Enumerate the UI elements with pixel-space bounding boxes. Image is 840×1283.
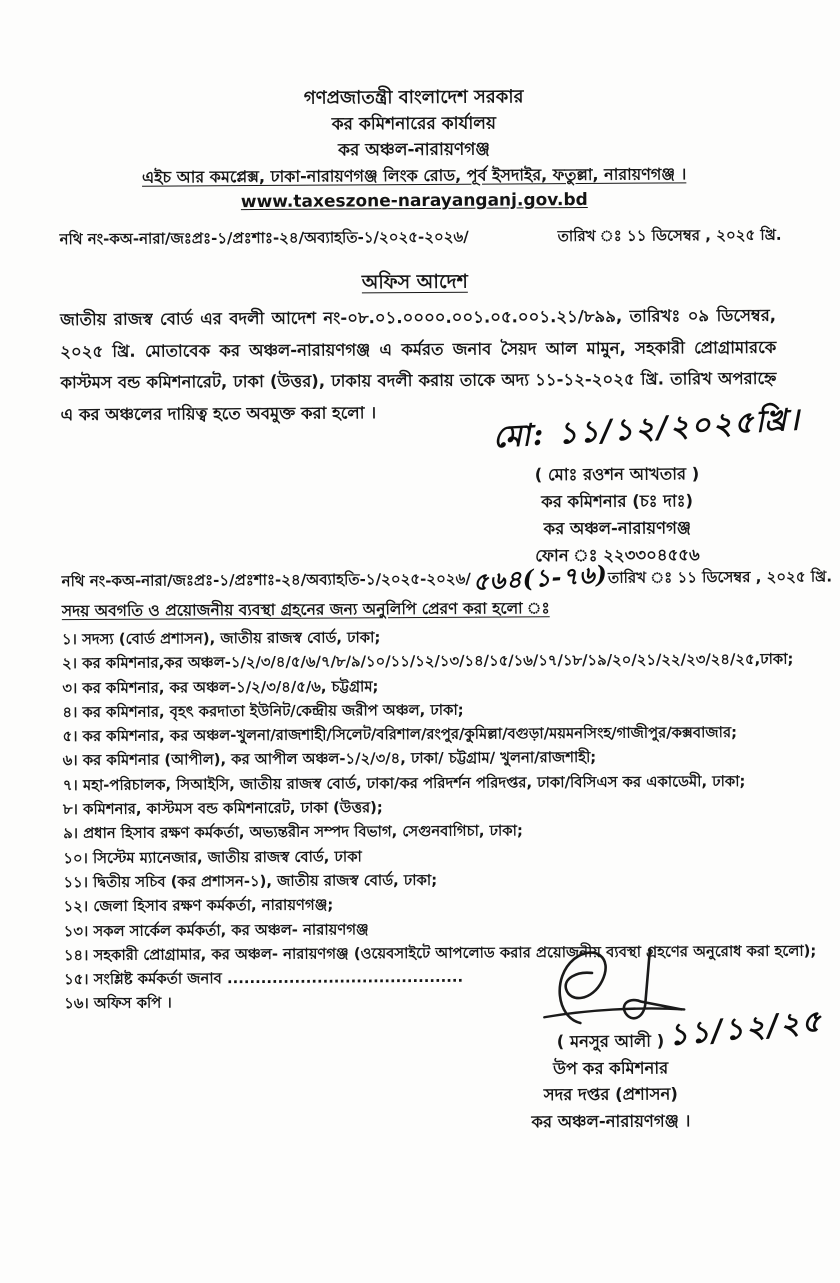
reference-row-bottom <box>61 559 833 597</box>
memo-number-bottom: নথি নং-কঅ-নারা/জঃপ্রঃ-১/প্রঃশাঃ-২৪/অব্যাহতি-১/২০২৫-২০২৬/ <box>61 569 471 591</box>
distribution-heading: সদয় অবগতি ও প্রয়োজনীয় ব্যবস্থা গ্রহনের জন্য অনুলিপি প্রেরণ করা হলো ঃ <box>61 599 550 621</box>
document-title: অফিস আদেশ <box>361 270 468 294</box>
distribution-list-item: ৩। কর কমিশনার, কর অঞ্চল-১/২/৩/৪/৫/৬, চট্টগ্রাম; <box>62 677 379 697</box>
tax-zone-title: কর অঞ্চল-নারায়ণগঞ্জ <box>338 139 490 161</box>
signature-block-deputy-commissioner <box>470 946 825 1136</box>
memo-date-bottom: তারিখ ঃ ১১ ডিসেম্বর , ২০২৫ খ্রি. <box>607 567 833 587</box>
signatory2-department: সদর দপ্তর (প্রশাসন) <box>543 1084 678 1105</box>
distribution-list-item: ১। সদস্য (বোর্ড প্রশাসন), জাতীয় রাজস্ব বোর্ড, ঢাকা; <box>61 629 381 649</box>
distribution-list-item: ১২। জেলা হিসাব রক্ষণ কর্মকর্তা, নারায়ণগঞ্জ; <box>63 896 334 916</box>
distribution-list-item: ৭। মহা-পরিচালক, সিআইসি, জাতীয় রাজস্ব বোর্ড, ঢাকা/কর পরিদর্শন পরিদপ্তর, ঢাকা/বিসিএস কর একাডেমী, ঢাকা; <box>62 772 746 794</box>
memo-number-top: নথি নং-কঅ-নারা/জঃপ্রঃ-১/প্রঃশাঃ-২৪/অব্যাহতি-১/২০২৫-২০২৬/ <box>59 227 469 249</box>
signatory2-office: কর অঞ্চল-নারায়ণগঞ্জ । <box>531 1110 691 1131</box>
handwritten-signature-date: ১১/১২/২৫ <box>666 1003 825 1054</box>
office-address: এইচ আর কমপ্লেক্স, ঢাকা-নারায়ণগঞ্জ লিংক রোড, পূর্ব ইসদাইর, ফতুল্লা, নারায়ণগঞ্জ । <box>141 164 687 187</box>
distribution-list-item: ১৬। অফিস কপি । <box>64 994 172 1013</box>
website-link[interactable]: www.taxeszone-narayanganj.gov.bd <box>240 189 588 213</box>
distribution-list-item: ১৪। সহকারী প্রোগ্রামার, কর অঞ্চল- নারায়ণগঞ্জ (ওয়েবসাইটে আপলোড করার প্রয়োজনীয় ব্যবস্থা গ্রহণের অনুরোধ করা হলো); <box>63 942 817 965</box>
signatory1-designation: কর কমিশনার (চঃ দাঃ) <box>541 491 694 512</box>
distribution-list-item: ১০। সিস্টেম ম্যানেজার, জাতীয় রাজস্ব বোর্ড, ঢাকা <box>63 848 362 867</box>
distribution-list-item: ২। কর কমিশনার,কর অঞ্চল-১/২/৩/৪/৫/৬/৭/৮/৯/১০/১১/১২/১৩/১৪/১৫/১৬/১৭/১৮/১৯/২০/২১/২২/২৩/২৪/২৫,ঢাকা; <box>62 651 794 673</box>
handwritten-approval-note: মো: ১১/১২/২০২৫খ্রি। <box>491 402 802 456</box>
distribution-list-item: ৮। কমিশনার, কাস্টমস বন্ড কমিশনারেট, ঢাকা (উত্তর); <box>62 799 383 819</box>
distribution-list-item: ৫। কর কমিশনার, কর অঞ্চল-খুলনা/রাজশাহী/সিলেট/বরিশাল/রংপুর/কুমিল্লা/বগুড়া/ময়মনসিংহ/গাজীপুর/কক্সবাজার; <box>62 724 738 746</box>
signatory2-name: ( মনসুর আলী ) <box>556 1031 665 1052</box>
letterhead <box>0 81 831 217</box>
office-title: কর কমিশনারের কার্যালয় <box>331 113 497 135</box>
handwritten-dispatch-serial: ৫৬৪(১-৭৬) <box>472 559 609 597</box>
distribution-list-item: ১৩। সকল সার্কেল কর্মকর্তা, কর অঞ্চল- নারায়ণগঞ্জ <box>63 920 369 940</box>
distribution-list-item: ৯। প্রধান হিসাব রক্ষণ কর্মকর্তা, অভ্যন্তরীন সম্পদ বিভাগ, সেগুনবাগিচা, ঢাকা; <box>63 822 523 843</box>
signatory1-name: ( মোঃ রওশন আখতার ) <box>534 464 700 485</box>
signatory1-office: কর অঞ্চল-নারায়ণগঞ্জ <box>543 518 692 539</box>
signature-scribble <box>538 946 688 1029</box>
signatory2-designation: উপ কর কমিশনার <box>553 1057 669 1078</box>
government-title: গণপ্রজাতন্ত্রী বাংলাদেশ সরকার <box>303 86 524 109</box>
distribution-list-item: ১৫। সংশ্লিষ্ট কর্মকর্তা জনাব .......................................... <box>64 968 464 989</box>
order-body-paragraph: জাতীয় রাজস্ব বোর্ড এর বদলী আদেশ নং-০৮.০১.০০০০.০০১.০৫.০০১.২১/৮৯৯, তারিখঃ ০৯ ডিসেম্বর, ২০২৫ খ্রি. মোতাবেক কর অঞ্চল-নারায়ণগঞ্জ এ কর্মরত জনাব সৈয়দ আল মামুন, সহকারী প্রোগ্রামারকে কাস্টমস বন্ড কমিশনারেট, ঢাকা (উত্তর), ঢাকায় বদলী করায় তাকে অদ্য ১১-১২-২০২৫ খ্রি. তারিখ অপরাহ্নে এ কর অঞ্চলের দায়িত্ব হতে অবমুক্ত করা হলো । <box>59 305 777 424</box>
signature-block-commissioner <box>491 402 802 569</box>
signatory1-phone: ফোন ঃ ২২৩৩০৪৫৫৬ <box>535 545 700 566</box>
distribution-list-item: ৪। কর কমিশনার, বৃহৎ করদাতা ইউনিট/কেন্দ্রীয় জরীপ অঞ্চল, ঢাকা; <box>62 701 464 722</box>
memo-date-top: তারিখ ঃ ১১ ডিসেম্বর , ২০২৫ খ্রি. <box>557 225 782 246</box>
reference-row-top <box>59 224 781 253</box>
distribution-list-item: ১১। দ্বিতীয় সচিব (কর প্রশাসন-১), জাতীয় রাজস্ব বোর্ড, ঢাকা; <box>63 871 438 892</box>
distribution-list-item: ৬। কর কমিশনার (আপীল), কর আপীল অঞ্চল-১/২/৩/৪, ঢাকা/ চট্টগ্রাম/ খুলনা/রাজশাহী; <box>62 749 597 770</box>
